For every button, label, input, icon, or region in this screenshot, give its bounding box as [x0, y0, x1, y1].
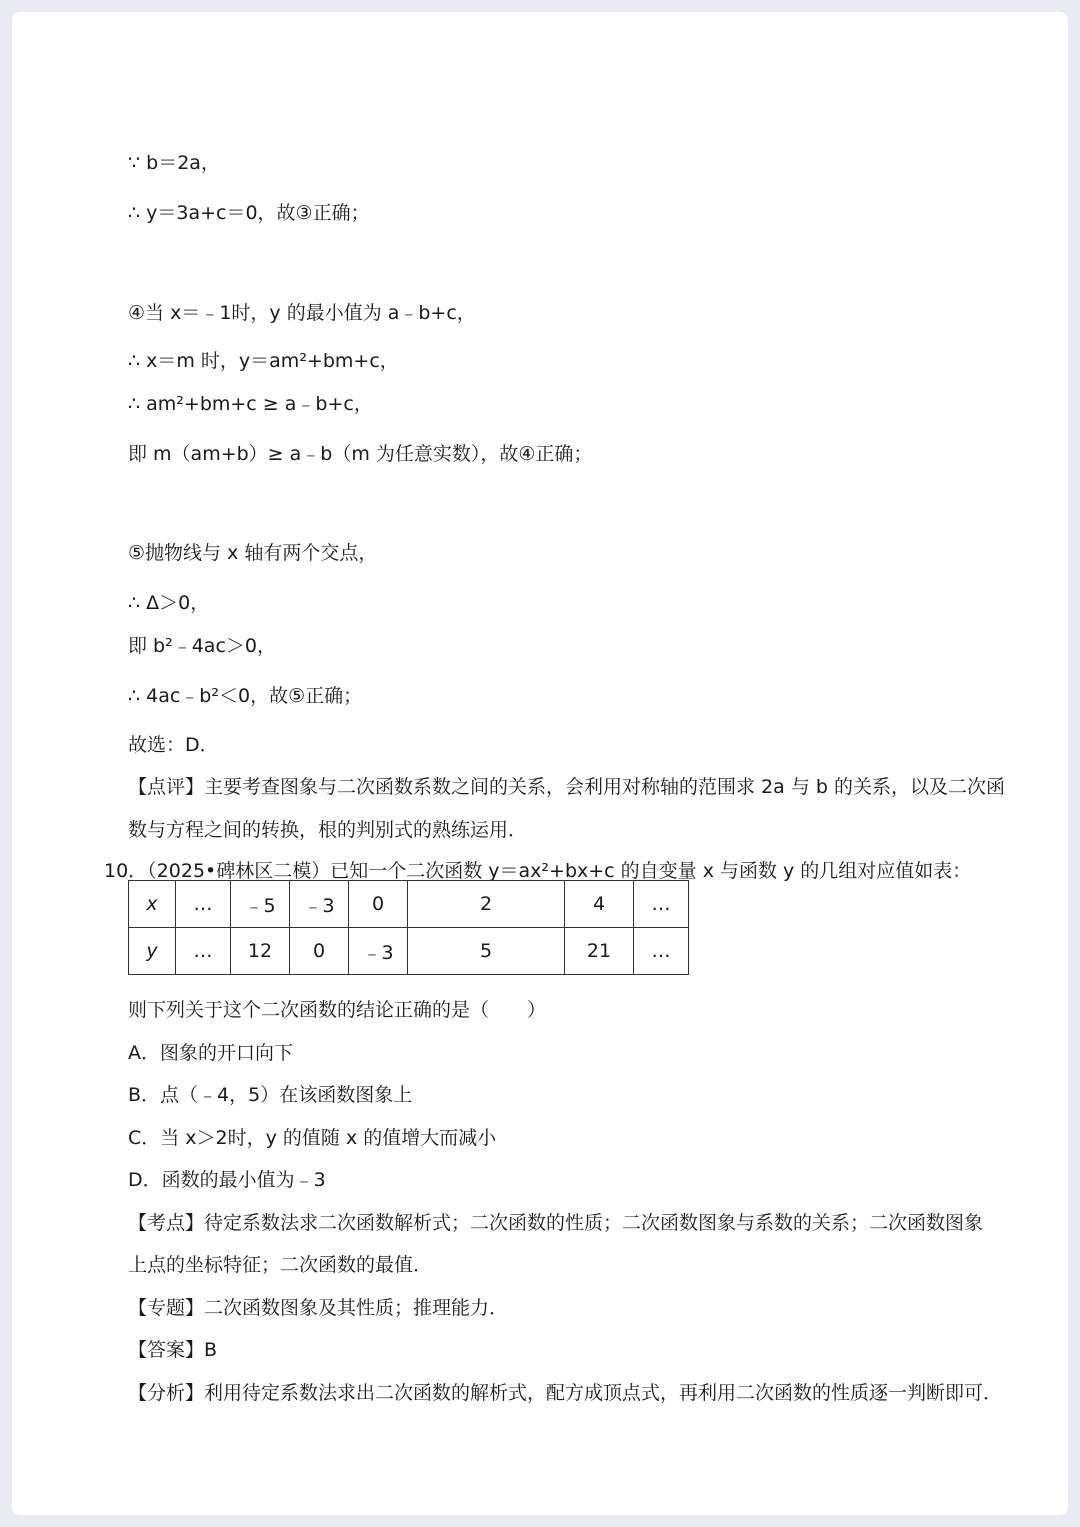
table-row-x [129, 881, 689, 928]
table-cell: 0 [349, 881, 408, 928]
table-cell: … [176, 928, 231, 975]
text-line: 即 b²﹣4ac＞0， [128, 635, 276, 657]
option-c: C．当 x＞2时，y 的值随 x 的值增大而减小 [128, 1127, 497, 1149]
table-row-y [129, 928, 689, 975]
value-table [128, 880, 689, 975]
comment-line: 【点评】主要考查图象与二次函数系数之间的关系，会利用对称轴的范围求 2a 与 b 的关系，以及二次函 [128, 776, 1005, 798]
comment-line: 数与方程之间的转换，根的判别式的熟练运用． [128, 819, 528, 841]
answer-line: 【答案】B [128, 1339, 218, 1361]
table-cell: ﹣3 [290, 881, 349, 928]
text-line: ∴ y＝3a+c＝0，故③正确； [128, 202, 370, 224]
table-cell: … [634, 881, 689, 928]
question-stem: 则下列关于这个二次函数的结论正确的是（ ） [128, 999, 547, 1021]
text-line: ∴ 4ac﹣b²＜0，故⑤正确； [128, 685, 363, 707]
table-cell: 5 [408, 928, 565, 975]
kaodian-line: 上点的坐标特征；二次函数的最值． [128, 1254, 433, 1276]
table-cell: ﹣5 [231, 881, 290, 928]
option-d: D．函数的最小值为﹣3 [128, 1169, 326, 1191]
table-cell: 0 [290, 928, 349, 975]
table-cell: … [176, 881, 231, 928]
text-line: ∴ Δ＞0， [128, 592, 210, 614]
table-cell: x [129, 881, 176, 928]
table-cell: 12 [231, 928, 290, 975]
table-cell: ﹣3 [349, 928, 408, 975]
text-line: ∴ am²+bm+c ≥ a﹣b+c， [128, 393, 373, 415]
kaodian-line: 【考点】待定系数法求二次函数解析式；二次函数的性质；二次函数图象与系数的关系；二次函数图象 [128, 1212, 984, 1234]
table-cell: 4 [565, 881, 634, 928]
text-line: ∴ x＝m 时，y＝am²+bm+c， [128, 350, 399, 372]
table-cell: 2 [408, 881, 565, 928]
question-title: 10．（2025•碑林区二模）已知一个二次函数 y＝ax²+bx+c 的自变量 x 与函数 y 的几组对应值如表： [104, 860, 972, 882]
text-line: ⑤抛物线与 x 轴有两个交点， [128, 542, 378, 564]
option-b: B．点（﹣4，5）在该函数图象上 [128, 1084, 413, 1106]
analysis-line: 【分析】利用待定系数法求出二次函数的解析式，配方成顶点式，再利用二次函数的性质逐一判断即可． [128, 1382, 1003, 1404]
text-line: 故选：D． [128, 734, 219, 756]
text-line: ④当 x＝﹣1时，y 的最小值为 a﹣b+c， [128, 302, 476, 324]
text-line: 即 m（am+b）≥ a﹣b（m 为任意实数），故④正确； [128, 443, 593, 465]
table-cell: 21 [565, 928, 634, 975]
table-cell: y [129, 928, 176, 975]
document-page [12, 12, 1068, 1515]
text-line: ∵ b＝2a， [128, 152, 220, 174]
zhuanti-line: 【专题】二次函数图象及其性质；推理能力． [128, 1297, 509, 1319]
table-cell: … [634, 928, 689, 975]
option-a: A．图象的开口向下 [128, 1042, 293, 1064]
